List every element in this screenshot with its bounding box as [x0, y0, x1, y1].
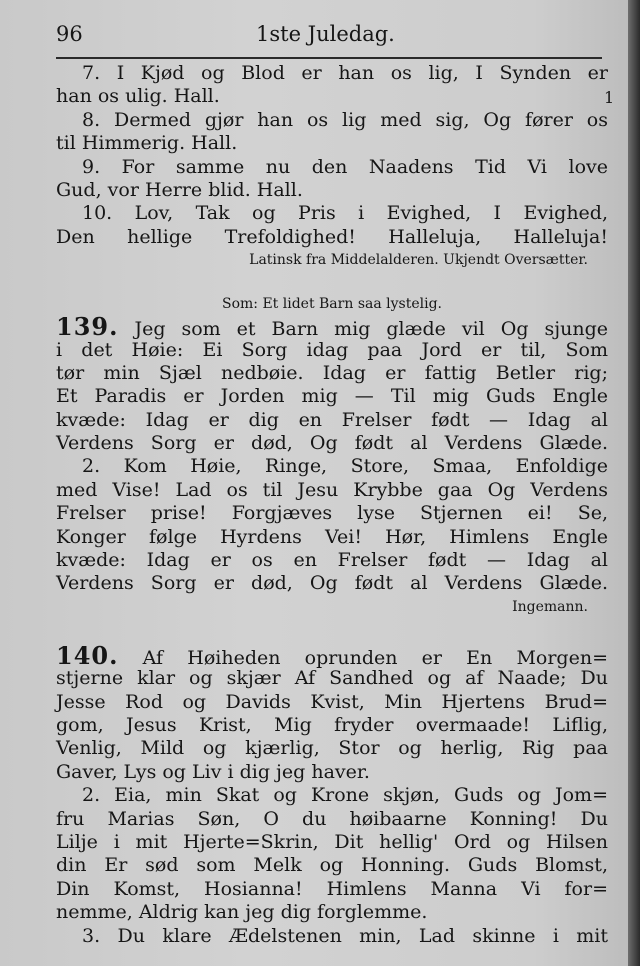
page-header	[56, 22, 598, 56]
verse-line: til Himmerig. Hall.	[56, 132, 238, 155]
verse-line: Verdens Sorg er død, Og født al Verdens Glæde.	[56, 572, 608, 595]
verse-line: Et Paradis er Jorden mig — Til mig Guds Engle	[56, 385, 608, 408]
verse-line: kvæde: Idag er dig en Frelser født — Idag al	[56, 408, 608, 431]
hymn-tune: Som: Et lidet Barn saa lystelig.	[221, 296, 442, 313]
hymn-number: 139.	[56, 312, 119, 342]
page-number: 96	[56, 22, 83, 46]
hymn-first-text: Af Høiheden oprunden er En Morgen=	[142, 646, 608, 669]
verse-line: 8. Dermed gjør han os lig med sig, Og fører os	[82, 108, 608, 131]
hymn-author: Ingemann.	[512, 598, 588, 615]
book-edge	[628, 0, 640, 966]
page-text	[56, 62, 608, 948]
verse-line: Frelser prise! Forgjæves lyse Stjernen ei! Se,	[56, 502, 608, 525]
verse-line: Gud, vor Herre blid. Hall.	[56, 178, 303, 201]
verse-line: i det Høie: Ei Sorg idag paa Jord er til, Som	[56, 338, 608, 361]
verse-line: 9. For samme nu den Naadens Tid Vi love	[82, 155, 608, 178]
verse-line: Gaver, Lys og Liv i dig jeg haver.	[56, 760, 370, 783]
header-rule	[56, 57, 602, 59]
verse-line: tør min Sjæl nedbøie. Idag er fattig Betler rig;	[56, 361, 608, 384]
verse-line: 2. Eia, min Skat og Krone skjøn, Guds og Jom=	[82, 784, 608, 807]
verse-line: 2. Kom Høie, Ringe, Store, Smaa, Enfoldige	[82, 455, 608, 478]
verse-line: Lilje i mit Hjerte=Skrin, Dit hellig' Ord og Hilsen	[56, 830, 608, 853]
verse-line: kvæde: Idag er os en Frelser født — Idag al	[56, 549, 608, 572]
verse-line: stjerne klar og skjær Af Sandhed og af Naade; Du	[56, 667, 608, 690]
verse-line: Jesse Rod og Davids Kvist, Min Hjertens Brud=	[56, 690, 608, 713]
verse-line: 3. Du klare Ædelstenen min, Lad skinne i mit	[82, 924, 608, 947]
verse-line: han os ulig. Hall.	[56, 85, 220, 108]
running-head: 1ste Juledag.	[256, 22, 395, 46]
verse-line: fru Marias Søn, O du høibaarne Konning! Du	[56, 807, 608, 830]
margin-mark: 1	[604, 88, 615, 107]
hymn-first-line	[56, 640, 608, 670]
verse-line: 7. I Kjød og Blod er han os lig, I Synden er	[82, 62, 608, 84]
hymn-number: 140.	[56, 640, 119, 670]
hymn-first-line	[56, 312, 608, 342]
verse-line: 10. Lov, Tak og Pris i Evighed, I Evighed,	[82, 202, 608, 225]
verse-line: med Vise! Lad os til Jesu Krybbe gaa Og Verdens	[56, 478, 608, 501]
verse-line: Verdens Sorg er død, Og født al Verdens Glæde.	[56, 432, 608, 455]
hymn-first-text: Jeg som et Barn mig glæde vil Og sjunge	[134, 318, 608, 341]
verse-line: din Er sød som Melk og Honning. Guds Blomst,	[56, 854, 608, 877]
verse-line: Din Komst, Hosianna! Himlens Manna Vi for=	[56, 877, 608, 900]
verse-line: Venlig, Mild og kjærlig, Stor og herlig, Rig paa	[56, 737, 608, 760]
verse-line: gom, Jesus Krist, Mig fryder overmaade! Liflig,	[56, 713, 608, 736]
hymn-attribution: Latinsk fra Middelalderen. Ukjendt Oversætter.	[249, 252, 588, 269]
verse-line: Den hellige Trefoldighed! Halleluja, Halleluja!	[56, 225, 608, 248]
verse-line: nemme, Aldrig kan jeg dig forglemme.	[56, 901, 428, 924]
verse-line: Konger følge Hyrdens Vei! Hør, Himlens Engle	[56, 525, 608, 548]
